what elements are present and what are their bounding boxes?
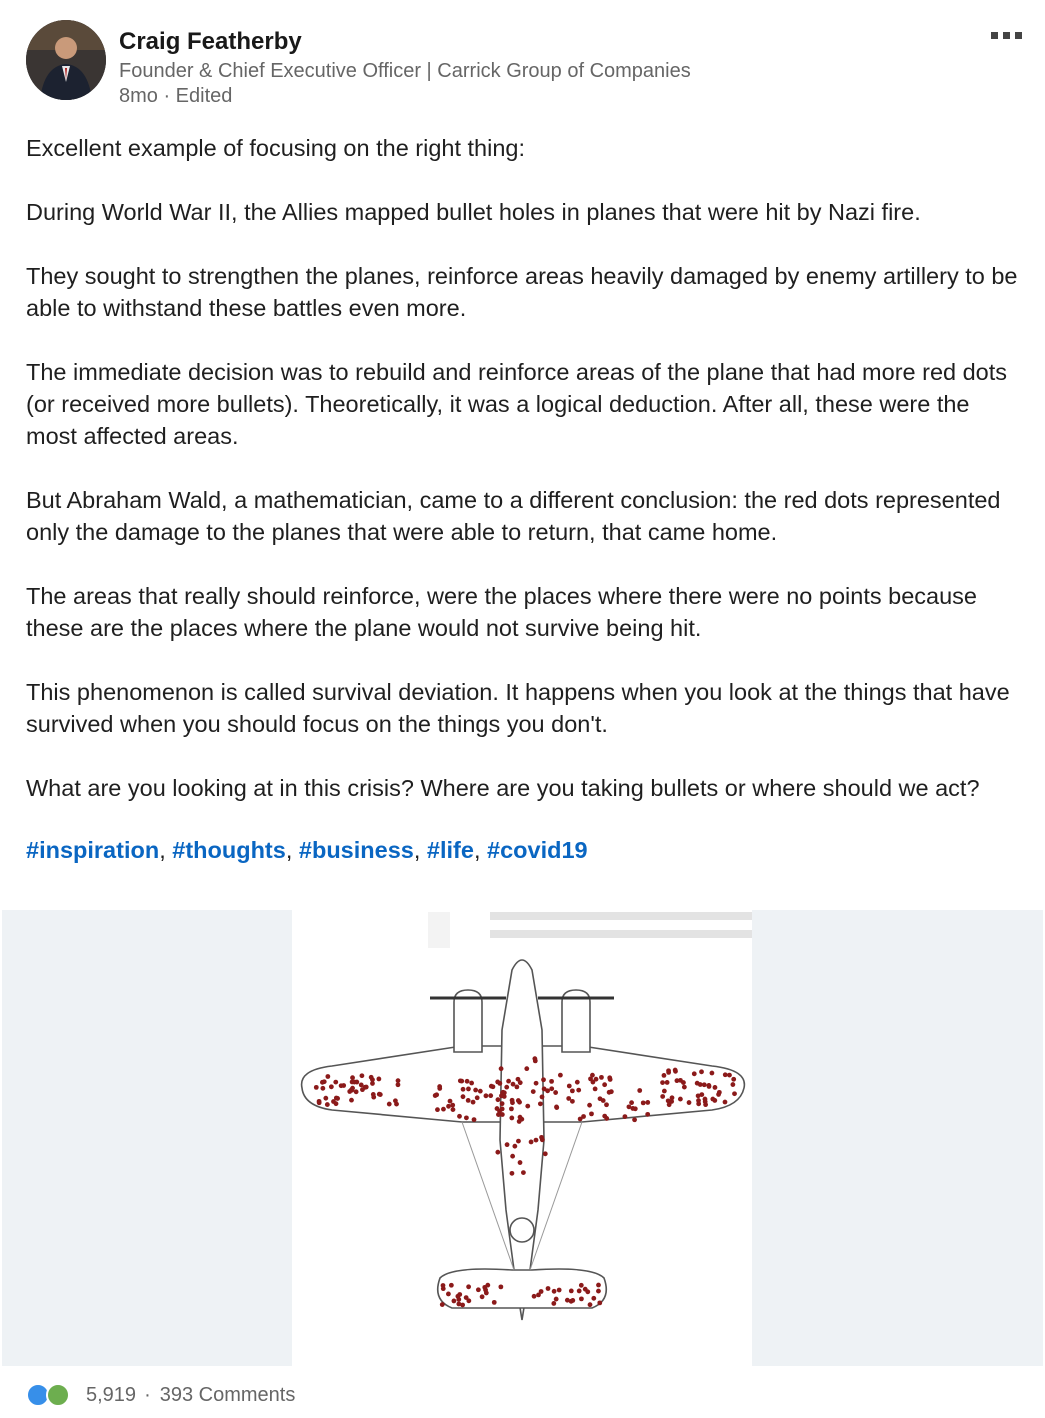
post-paragraph: The areas that really should reinforce, were the places where there were no points because these are the places where the plane would not survive being hit. [26, 583, 977, 641]
avatar[interactable] [26, 20, 106, 100]
more-options-button[interactable] [986, 20, 1026, 50]
plane-bullet-hole-diagram-icon [292, 910, 752, 1366]
support-reaction-icon [46, 1383, 70, 1407]
post-paragraph: But Abraham Wald, a mathematician, came to a different conclusion: the red dots represented only the damage to the planes that were able to return, that came home. [26, 487, 1001, 545]
hashtag-list: #inspiration, #thoughts, #business, #life, #covid19 [26, 837, 588, 863]
post-image[interactable] [2, 910, 1043, 1366]
author-name[interactable]: Craig Featherby [119, 28, 302, 55]
hashtag-link[interactable]: #life [426, 837, 474, 863]
post-paragraph: The immediate decision was to rebuild and reinforce areas of the plane that had more red dots (or received more bullets). Theoretically, it was a logical deduction. After all, these were the most affected areas. [26, 359, 1008, 449]
faded-caption-icon [428, 912, 752, 948]
post-body [26, 132, 1026, 836]
social-counts-bar [26, 1380, 295, 1410]
more-dot-icon [1015, 32, 1022, 39]
reactions-count[interactable]: 5,919 [86, 1383, 137, 1406]
post-paragraph: Excellent example of focusing on the right thing: [26, 135, 526, 161]
post-paragraph: This phenomenon is called survival deviation. It happens when you look at the things that have survived when you should focus on the things you don't. [26, 679, 1010, 737]
post-paragraph: They sought to strengthen the planes, reinforce areas heavily damaged by enemy artillery to be able to withstand these battles even more. [26, 263, 1018, 321]
hashtag-link[interactable]: #thoughts [172, 837, 286, 863]
hashtag-link[interactable]: #inspiration [26, 837, 160, 863]
post-timestamp: 8mo · Edited [119, 85, 233, 107]
post-paragraph: During World War II, the Allies mapped bullet holes in planes that were hit by Nazi fire. [26, 199, 921, 225]
comments-count-link[interactable]: 393 Comments [159, 1383, 296, 1406]
reaction-icons[interactable] [26, 1382, 80, 1408]
image-canvas [292, 910, 752, 1366]
separator-dot: · [144, 1383, 151, 1406]
more-dot-icon [1003, 32, 1010, 39]
post-paragraph: What are you looking at in this crisis? Where are you taking bullets or where should we act? [26, 775, 980, 801]
more-dot-icon [991, 32, 998, 39]
hashtag-link[interactable]: #business [298, 837, 414, 863]
hashtag-link[interactable]: #covid19 [487, 837, 588, 863]
author-photo-icon [26, 20, 106, 100]
post-header [26, 20, 1026, 108]
author-headline: Founder & Chief Executive Officer | Carrick Group of Companies [119, 60, 691, 82]
